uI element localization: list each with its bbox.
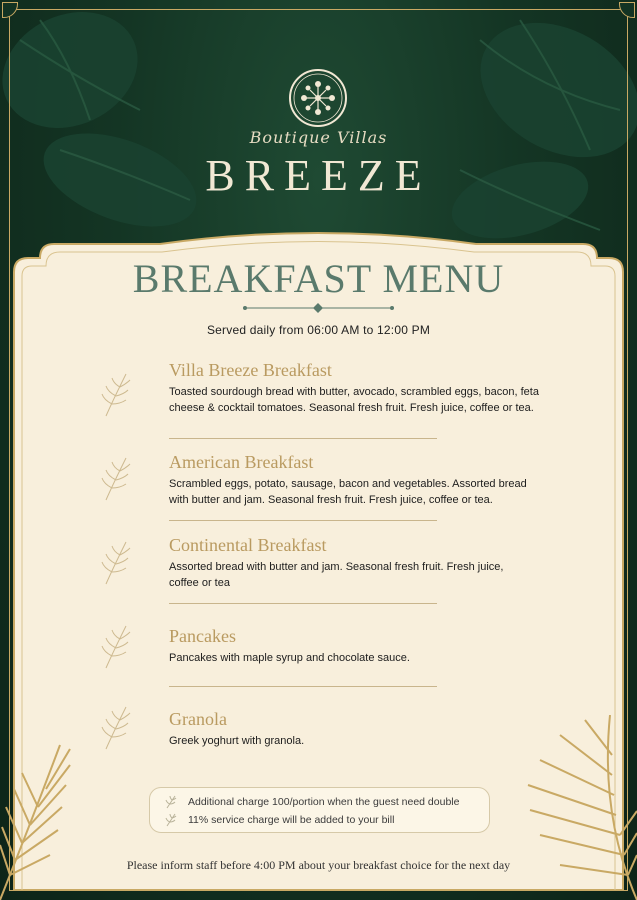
item-description: Assorted bread with butter and jam. Seasonal fresh fruit. Fresh juice, coffee or tea bbox=[169, 561, 504, 589]
note-row bbox=[164, 812, 394, 828]
note-text: Additional charge 100/portion when the guest need double bbox=[188, 796, 460, 808]
palm-leaf-left bbox=[0, 735, 110, 900]
sprig-icon bbox=[98, 370, 132, 418]
note-text: 11% service charge will be added to your bill bbox=[188, 814, 395, 826]
item-divider bbox=[169, 603, 437, 604]
item-divider bbox=[169, 520, 437, 521]
item-divider bbox=[169, 686, 437, 687]
sprig-icon bbox=[98, 622, 132, 670]
brand-tagline: Boutique Villas bbox=[249, 128, 388, 147]
item-description: Scrambled eggs, potato, sausage, bacon and vegetables. Assorted bread with butter and jam. Seasonal fresh fruit. Fresh juice, coffee or tea. bbox=[169, 478, 527, 506]
leaf-icon bbox=[164, 795, 178, 809]
footer-note: Please inform staff before 4:00 PM about your breakfast choice for the next day bbox=[126, 858, 511, 872]
title-divider bbox=[243, 302, 394, 314]
item-name: Granola bbox=[169, 709, 227, 729]
leaf-icon bbox=[164, 813, 178, 827]
item-description: Toasted sourdough bread with butter, avocado, scrambled eggs, bacon, feta cheese & cocktail tomatoes. Seasonal fresh fruit. Fresh juice, coffee or tea. bbox=[169, 386, 539, 414]
sprig-icon bbox=[98, 538, 132, 586]
item-divider bbox=[169, 438, 437, 439]
item-name: American Breakfast bbox=[169, 452, 314, 472]
service-hours: Served daily from 06:00 AM to 12:00 PM bbox=[206, 323, 431, 337]
item-name: Villa Breeze Breakfast bbox=[169, 360, 332, 380]
item-name: Continental Breakfast bbox=[169, 535, 327, 555]
item-description: Pancakes with maple syrup and chocolate sauce. bbox=[169, 652, 410, 664]
brand-name: BREEZE bbox=[205, 151, 432, 200]
note-row bbox=[164, 794, 459, 810]
item-description: Greek yoghurt with granola. bbox=[169, 735, 305, 747]
sprig-icon bbox=[98, 454, 132, 502]
menu-title: BREAKFAST MENU bbox=[132, 256, 505, 301]
item-name: Pancakes bbox=[169, 626, 236, 646]
notes-box bbox=[149, 787, 490, 833]
